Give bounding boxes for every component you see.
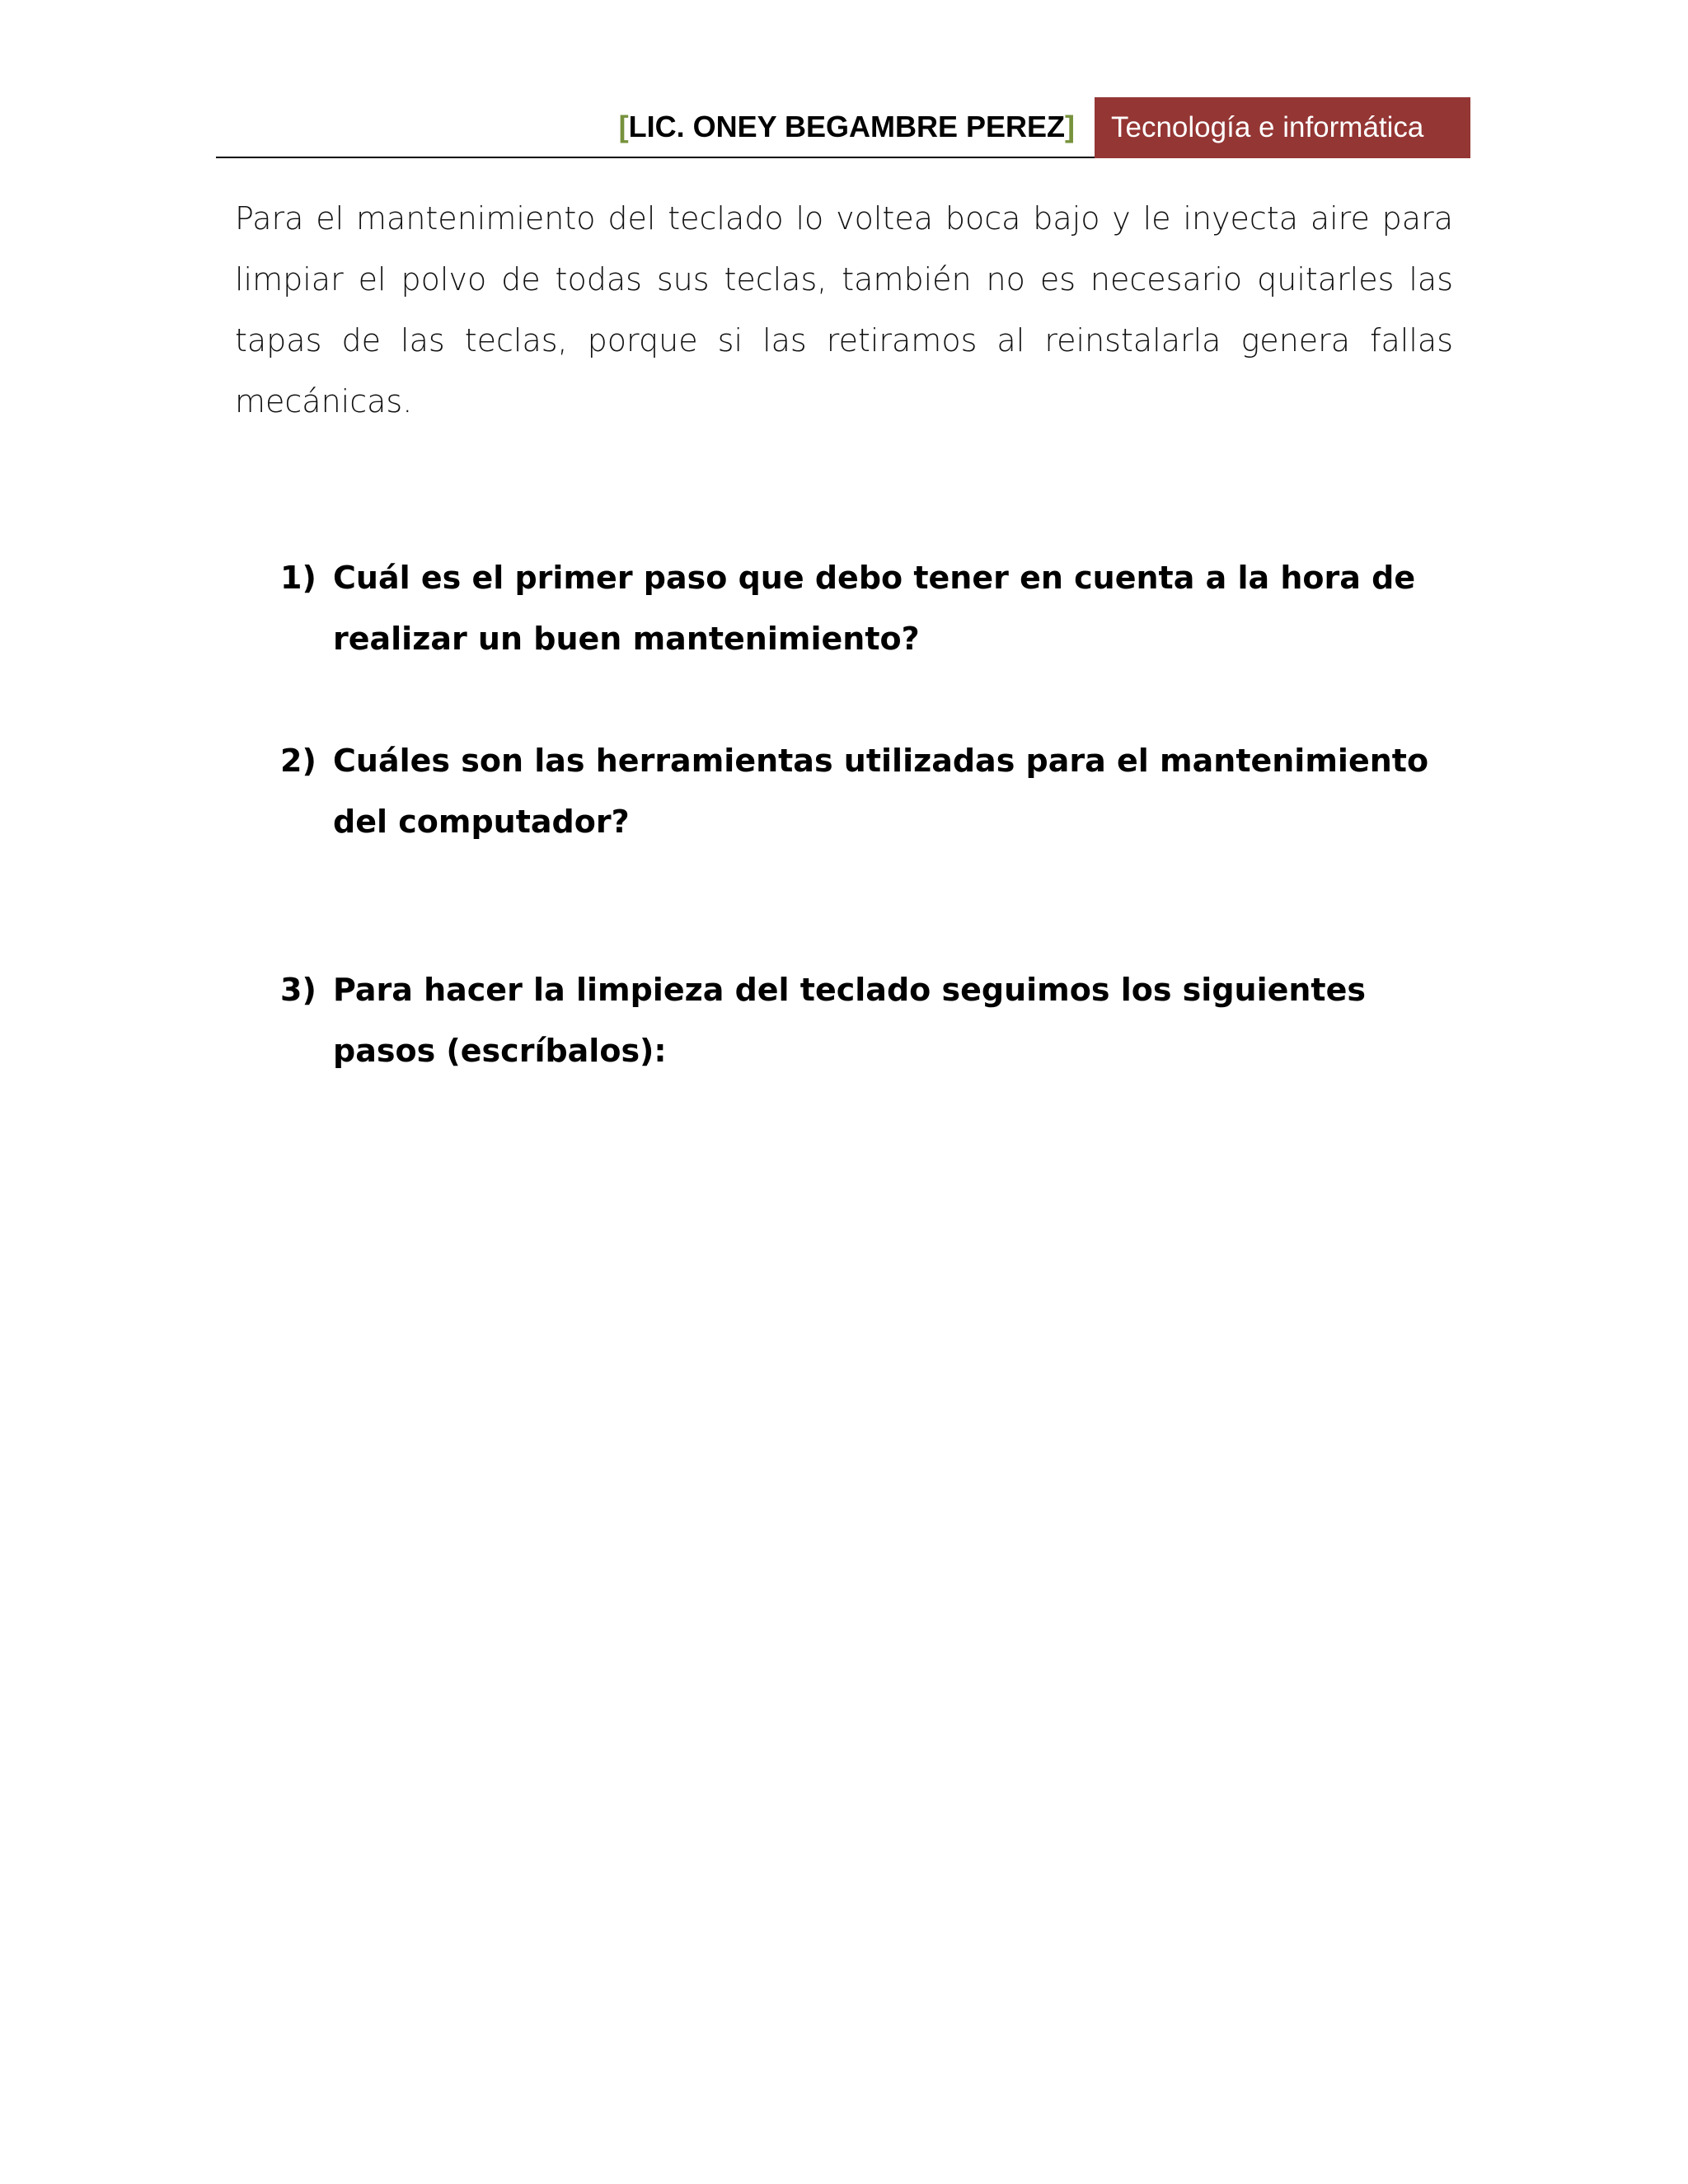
question-text: Cuál es el primer paso que debo tener en cuenta a la hora de realizar un buen mantenimiento? bbox=[333, 560, 1416, 657]
bracket-close: ] bbox=[1065, 110, 1075, 143]
page-header bbox=[216, 97, 1470, 158]
question-item bbox=[280, 959, 1434, 1081]
subject-label: Tecnología e informática bbox=[1095, 97, 1470, 158]
author-name: LIC. ONEY BEGAMBRE PEREZ bbox=[628, 110, 1065, 143]
question-number: 2) bbox=[280, 743, 316, 779]
question-text: Cuáles son las herramientas utilizadas para el mantenimiento del computador? bbox=[333, 743, 1429, 840]
question-text: Para hacer la limpieza del teclado seguimos los siguientes pasos (escríbalos): bbox=[333, 972, 1366, 1069]
question-item bbox=[280, 730, 1434, 852]
question-item bbox=[280, 547, 1434, 669]
author-name-line bbox=[216, 107, 1075, 147]
header-rule bbox=[216, 157, 1095, 158]
bracket-open: [ bbox=[618, 110, 629, 143]
question-number: 3) bbox=[280, 972, 316, 1008]
intro-paragraph: Para el mantenimiento del teclado lo voltea boca bajo y le inyecta aire para limpiar el polvo de todas sus teclas, también no es necesario quitarles las tapas de las teclas, porque si las retiramos al reinstalarla genera fallas mecánicas. bbox=[235, 200, 1453, 419]
question-number: 1) bbox=[280, 560, 316, 596]
